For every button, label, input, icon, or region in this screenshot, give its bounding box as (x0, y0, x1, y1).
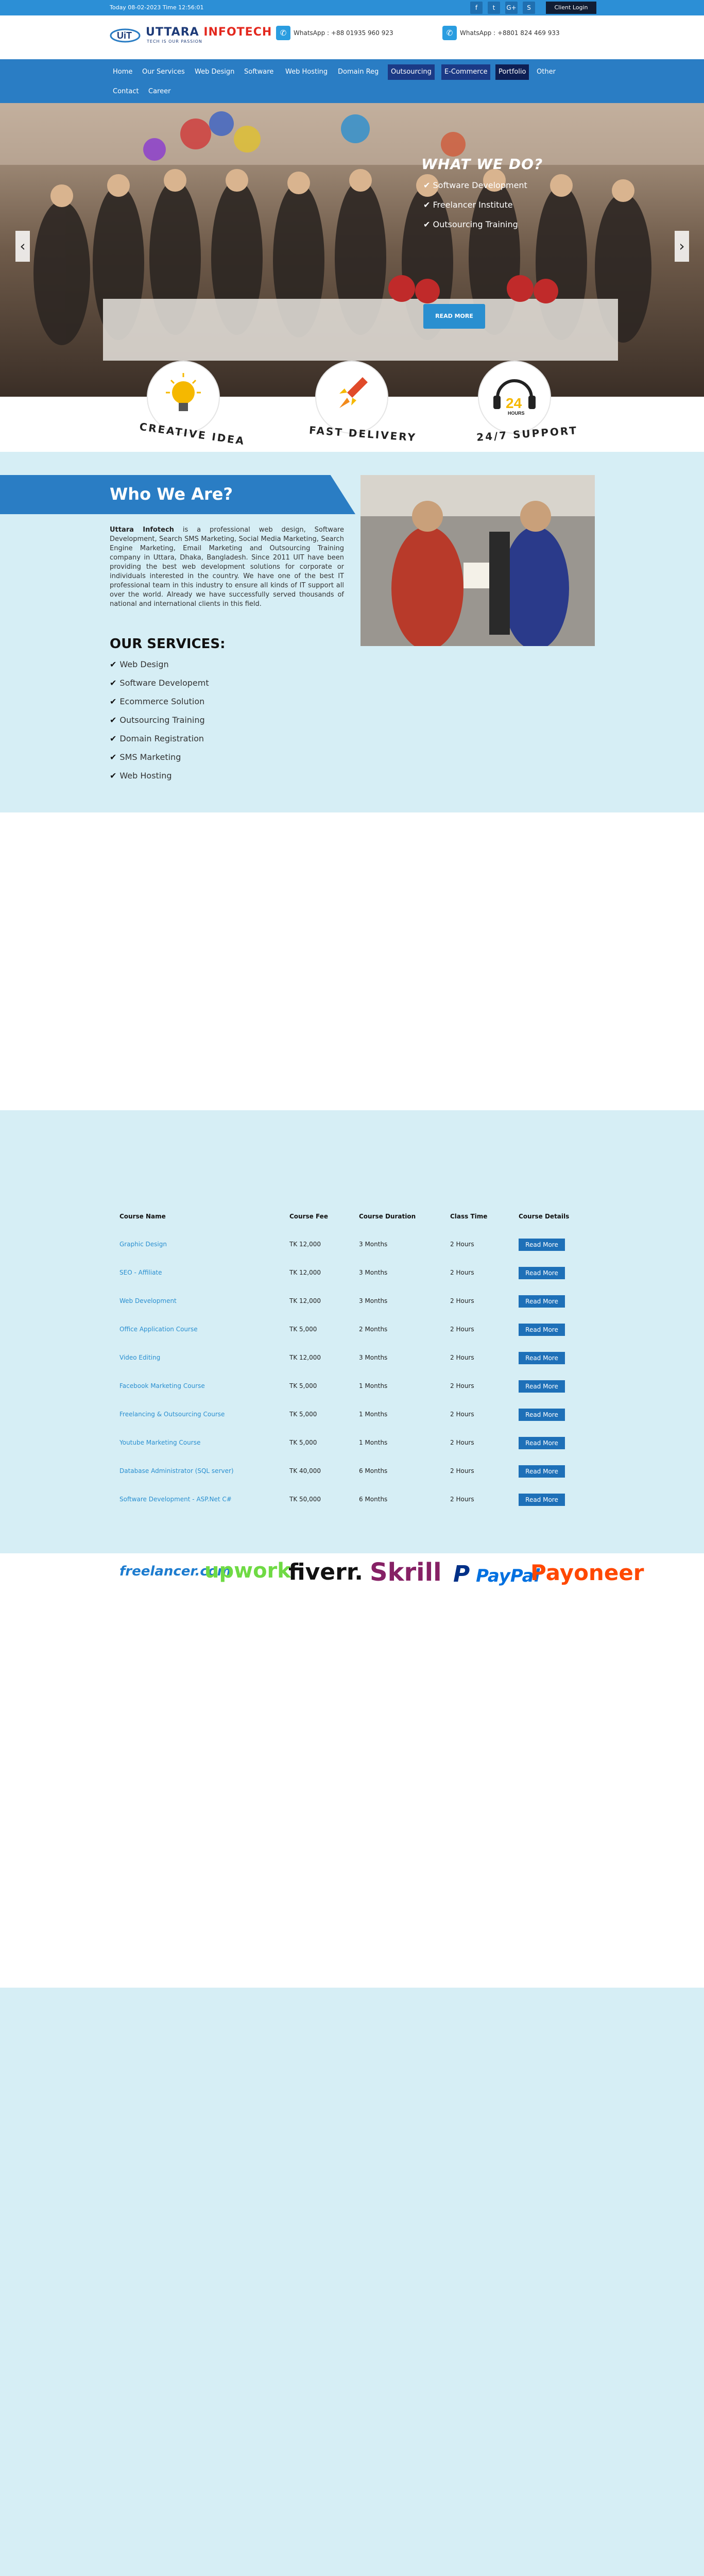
col-course-duration: Course Duration (359, 1213, 416, 1220)
nav-web-hosting[interactable]: Web Hosting (285, 68, 328, 76)
check-icon: ✔ (110, 771, 117, 781)
logo-main: UTTARA (146, 26, 204, 39)
service-label: Web Design (119, 659, 169, 669)
partner-name: PayPal (476, 1566, 540, 1586)
course-fee: TK 50,000 (289, 1496, 321, 1503)
class-time: 2 Hours (450, 1411, 474, 1418)
service-item (110, 715, 205, 725)
feature-label: FAST DELIVERY (308, 423, 417, 444)
lightbulb-icon (148, 362, 219, 433)
read-more-button[interactable]: Read More (519, 1494, 565, 1506)
hero-read-more-button[interactable]: READ MORE (423, 304, 485, 329)
course-duration: 3 Months (359, 1269, 388, 1276)
partner-name: Skrill (370, 1558, 442, 1587)
course-duration: 3 Months (359, 1354, 388, 1361)
check-icon: ✔ (110, 678, 117, 688)
col-course-fee: Course Fee (289, 1213, 328, 1220)
col-course-name: Course Name (119, 1213, 166, 1220)
class-time: 2 Hours (450, 1241, 474, 1248)
slider-prev-button[interactable]: ‹ (15, 231, 30, 262)
logo-tagline: TECH IS OUR PASSION (147, 39, 202, 44)
slider-next-button[interactable]: › (675, 231, 689, 262)
support-badge-sub: HOURS (508, 411, 525, 416)
course-name[interactable]: Office Application Course (119, 1326, 198, 1333)
course-duration: 2 Months (359, 1326, 388, 1333)
nav-ecommerce[interactable]: E-Commerce (441, 64, 490, 80)
partner-name: fiverr. (288, 1559, 363, 1585)
course-name[interactable]: Youtube Marketing Course (119, 1439, 201, 1446)
course-duration: 1 Months (359, 1439, 388, 1446)
check-icon: ✔ (110, 715, 117, 725)
headset-24-hours-icon (479, 362, 550, 433)
course-fee: TK 12,000 (289, 1354, 321, 1361)
class-time: 2 Hours (450, 1439, 474, 1446)
class-time: 2 Hours (450, 1354, 474, 1361)
read-more-button[interactable]: Read More (519, 1409, 565, 1421)
about-text (110, 526, 344, 609)
services-title: OUR SERVICES: (110, 636, 226, 652)
support-badge-number: 24 (506, 395, 522, 411)
service-item (110, 734, 204, 743)
read-more-button[interactable]: Read More (519, 1324, 565, 1336)
hero-slider (0, 103, 704, 397)
google-plus-icon[interactable]: G+ (505, 2, 518, 14)
read-more-button[interactable]: Read More (519, 1380, 565, 1393)
course-fee: TK 5,000 (289, 1411, 317, 1418)
course-name[interactable]: Facebook Marketing Course (119, 1382, 205, 1389)
service-label: Software Developemt (119, 678, 209, 688)
course-fee: TK 12,000 (289, 1241, 321, 1248)
course-fee: TK 12,000 (289, 1269, 321, 1276)
about-description: is a professional web design, Software Development, Search SMS Marketing, Social Media Marketing, Search Engine Marketing, Email Marketing and Outsourcing Training company in Uttara, Dhaka, Bangladesh. Since 2011 UIT have been providing the best web development solutions for corporate or individuals interested in the country. We have one of the best IT professional team in this industry to ensure all kinds of IT support all over the world. Already we have successfully served thousands of national and international clients in this field. (110, 526, 344, 608)
course-name[interactable]: Software Development - ASP.Net C# (119, 1496, 232, 1503)
course-name[interactable]: Database Administrator (SQL server) (119, 1467, 234, 1475)
client-login-button[interactable]: Client Login (546, 2, 596, 14)
payoneer-logo (530, 1560, 644, 1591)
twitter-icon[interactable]: t (488, 2, 500, 14)
feature-fast-delivery (315, 361, 388, 434)
read-more-button[interactable]: Read More (519, 1239, 565, 1251)
check-icon: ✔ (110, 659, 117, 669)
read-more-button[interactable]: Read More (519, 1465, 565, 1478)
skype-icon[interactable]: S (523, 2, 535, 14)
class-time: 2 Hours (450, 1297, 474, 1304)
nav-domain-reg[interactable]: Domain Reg (338, 68, 379, 76)
hero-item-label: Outsourcing Training (433, 219, 518, 229)
class-time: 2 Hours (450, 1496, 474, 1503)
course-name[interactable]: Video Editing (119, 1354, 161, 1361)
courses-section (0, 1110, 704, 1553)
partner-name: freelancer.com (119, 1564, 231, 1579)
service-item (110, 678, 209, 688)
course-duration: 1 Months (359, 1411, 388, 1418)
whatsapp-icon: ✆ (276, 26, 290, 40)
course-name[interactable]: Freelancing & Outsourcing Course (119, 1411, 225, 1418)
hero-item: ✔ Freelancer Institute (423, 200, 513, 210)
logo-accent: INFOTECH (203, 26, 272, 39)
check-icon: ✔ (110, 697, 117, 706)
feature-support (478, 361, 551, 434)
svg-text:UiT: UiT (117, 30, 132, 41)
course-duration: 3 Months (359, 1241, 388, 1248)
award-ceremony-image (360, 475, 595, 646)
course-fee: TK 5,000 (289, 1326, 317, 1333)
check-icon: ✔ (110, 734, 117, 743)
top-bar (0, 0, 704, 15)
service-item (110, 697, 204, 706)
class-time: 2 Hours (450, 1467, 474, 1475)
course-duration: 1 Months (359, 1382, 388, 1389)
fiverr-logo (288, 1559, 363, 1590)
whatsapp-number-1[interactable]: WhatsApp : +88 01935 960 923 (294, 29, 393, 37)
hero-item: ✔ Software Development (423, 180, 527, 190)
class-time: 2 Hours (450, 1382, 474, 1389)
nav-home[interactable]: Home (113, 68, 133, 76)
nav-career[interactable]: Career (148, 88, 171, 95)
whatsapp-icon: ✆ (442, 26, 457, 40)
course-name[interactable]: Graphic Design (119, 1241, 167, 1248)
read-more-button[interactable]: Read More (519, 1352, 565, 1364)
course-fee: TK 40,000 (289, 1467, 321, 1475)
nav-web-design[interactable]: Web Design (195, 68, 235, 76)
about-title: Who We Are? (110, 484, 233, 504)
nav-contact[interactable]: Contact (113, 88, 139, 95)
hero-title: WHAT WE DO? (421, 156, 543, 173)
service-label: Web Hosting (119, 771, 172, 781)
about-photo (360, 475, 595, 646)
check-icon: ✔ (110, 752, 117, 762)
service-item (110, 659, 169, 669)
lower-section (0, 1988, 704, 2576)
skrill-logo (370, 1558, 442, 1589)
paypal-mark: P (453, 1561, 470, 1587)
service-label: Domain Registration (119, 734, 204, 743)
rocket-icon (316, 362, 387, 433)
class-time: 2 Hours (450, 1326, 474, 1333)
course-duration: 3 Months (359, 1297, 388, 1304)
col-course-details: Course Details (519, 1213, 570, 1220)
nav-portfolio[interactable]: Portfolio (495, 64, 529, 80)
service-label: Outsourcing Training (119, 715, 205, 725)
logo-icon[interactable] (110, 24, 146, 45)
whatsapp-number-2[interactable]: WhatsApp : +8801 824 469 933 (460, 29, 560, 37)
nav-outsourcing[interactable]: Outsourcing (388, 64, 435, 80)
course-fee: TK 12,000 (289, 1297, 321, 1304)
hero-item: ✔ Outsourcing Training (423, 219, 518, 229)
read-more-button[interactable]: Read More (519, 1437, 565, 1449)
service-label: SMS Marketing (119, 752, 181, 762)
read-more-button[interactable]: Read More (519, 1295, 565, 1308)
hero-group-photo (0, 103, 704, 397)
nav-our-services[interactable]: Our Services (142, 68, 185, 76)
logo-text[interactable] (146, 26, 272, 39)
service-item (110, 752, 181, 762)
read-more-button[interactable]: Read More (519, 1267, 565, 1279)
paypal-logo (453, 1561, 540, 1592)
course-fee: TK 5,000 (289, 1439, 317, 1446)
company-name: Uttara Infotech (110, 526, 174, 534)
course-duration: 6 Months (359, 1467, 388, 1475)
hero-item-label: Freelancer Institute (433, 200, 513, 210)
course-name[interactable]: SEO - Affiliate (119, 1269, 162, 1276)
course-fee: TK 5,000 (289, 1382, 317, 1389)
upwork-logo (204, 1559, 291, 1590)
class-time: 2 Hours (450, 1269, 474, 1276)
service-label: Ecommerce Solution (119, 697, 205, 706)
date-time: Today 08-02-2023 Time 12:56:01 (110, 4, 204, 11)
header (0, 15, 704, 59)
hero-item-label: Software Development (433, 180, 527, 190)
partner-name: upwork (204, 1559, 291, 1583)
facebook-icon[interactable]: f (470, 2, 483, 14)
col-class-time: Class Time (450, 1213, 488, 1220)
nav-software[interactable]: Software (244, 68, 274, 76)
course-duration: 6 Months (359, 1496, 388, 1503)
nav-other[interactable]: Other (537, 68, 556, 76)
partner-name: Payoneer (530, 1560, 644, 1585)
service-item (110, 771, 172, 781)
course-name[interactable]: Web Development (119, 1297, 177, 1304)
feature-label: 24/7 SUPPORT (476, 424, 578, 444)
feature-label: CREATIVE IDEA (139, 420, 246, 448)
